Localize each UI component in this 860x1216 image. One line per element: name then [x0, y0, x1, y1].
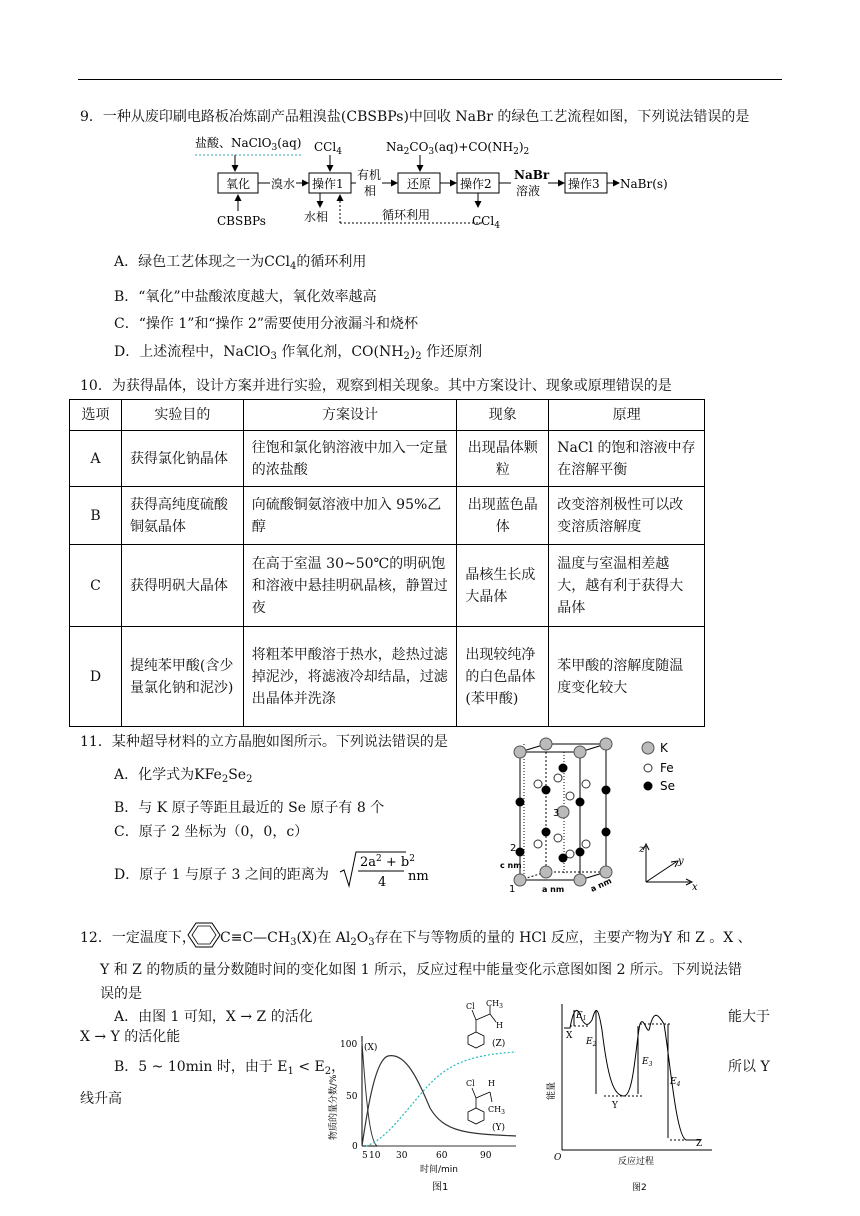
cell-option: C — [70, 545, 122, 627]
cell-principle: NaCl 的饱和溶液中存在溶解平衡 — [549, 431, 705, 487]
fig2-caption: 图2 — [632, 1183, 647, 1193]
cell-design: 将粗苯甲酸溶于热水，趁热过滤掉泥沙，将滤液冷却结晶，过滤出晶体并洗涤 — [243, 627, 457, 727]
sqrt-unit: nm — [408, 869, 429, 884]
cell-phenomenon: 出现蓝色晶体 — [457, 487, 549, 545]
q9-stem: 9．一种从废印刷电路板冶炼副产品粗溴盐(CBSBPs)中回收 NaBr 的绿色工艺流程如图，下列说法错误的是 — [80, 109, 750, 125]
fig2-xlabel: 反应过程 — [618, 1157, 655, 1167]
q12-option-b-part2: 所以 Y — [728, 1059, 770, 1075]
q12-option-b-part1: B．5 ~ 10min 时，由于 $E_1 < E_2$， — [114, 1059, 346, 1077]
fig1-cl1: Cl — [466, 1002, 475, 1011]
cell-design: 在高于室温 30~50℃的明矾饱和溶液中悬挂明矾晶核，静置过夜 — [243, 545, 457, 627]
header-purpose: 实验目的 — [121, 400, 243, 431]
fig2-label-y: Y — [612, 1101, 618, 1111]
header-design: 方案设计 — [243, 400, 457, 431]
cell-purpose: 提纯苯甲酸(含少量氯化钠和泥沙) — [121, 627, 243, 727]
fig1-ch3-1: $CH_3$ — [486, 1000, 503, 1010]
atom-label-2: 2 — [510, 843, 517, 854]
axis-y: y — [678, 856, 684, 867]
atom-label-3: 3 — [553, 808, 560, 819]
cell-design: 往饱和氯化钠溶液中加入一定量的浓盐酸 — [243, 431, 457, 487]
legend-se: Se — [660, 779, 675, 793]
q12-figure1-chart — [326, 1000, 526, 1200]
header-rule — [78, 79, 782, 80]
q12-option-a-part2: 能大于 — [728, 1009, 770, 1025]
flow-organic-a: 有机 — [357, 168, 382, 182]
q12-stem-line3: 误的是 — [100, 986, 142, 1002]
fig1-label-y: (Y) — [492, 1123, 505, 1133]
q12-option-a-part3: X → Y 的活化能 — [80, 1029, 181, 1045]
label-a-nm-1: a nm — [542, 885, 565, 894]
flow-box-reduce-label: 还原 — [407, 177, 432, 191]
cell-option: D — [70, 627, 122, 727]
fig1-label-z: (Z) — [492, 1039, 506, 1049]
table-row — [70, 545, 705, 627]
cell-purpose: 获得明矾大晶体 — [121, 545, 243, 627]
q10-table — [69, 399, 705, 727]
flow-reagent2: $Na_2CO_3(aq)+CO(NH_2)_2$ — [386, 140, 530, 157]
q11-stem: 11．某种超导材料的立方晶胞如图所示。下列说法错误的是 — [80, 734, 448, 750]
label-c-nm: c nm — [500, 861, 522, 870]
atom-label-1: 1 — [509, 884, 516, 894]
flow-nabr-a: NaBr — [514, 168, 550, 182]
fig1-xtick-10: 10 — [369, 1151, 381, 1161]
flow-ccl4-top: CCl$_4$ — [314, 140, 342, 157]
table-header-row — [70, 400, 705, 431]
fig2-e4: $E_4$ — [670, 1077, 681, 1088]
fig1-label-x: (X) — [364, 1043, 378, 1053]
flow-box-oxidize-label: 氧化 — [226, 177, 251, 191]
header-principle: 原理 — [549, 400, 705, 431]
fig2-label-z: Z — [696, 1139, 703, 1149]
fig1-xtick-90: 90 — [480, 1151, 492, 1161]
cell-principle: 苯甲酸的溶解度随温度变化较大 — [549, 627, 705, 727]
cell-purpose: 获得高纯度硫酸铜氨晶体 — [121, 487, 243, 545]
fig2-label-x: X — [566, 1031, 573, 1041]
q11-option-b: B．与 K 原子等距且最近的 Se 原子有 8 个 — [114, 800, 385, 816]
legend-fe: Fe — [660, 761, 674, 775]
flow-box-op2-label: 操作2 — [460, 177, 492, 191]
table-row — [70, 487, 705, 545]
sqrt-denominator: 4 — [378, 875, 387, 890]
fig2-e2: $E_2$ — [586, 1037, 597, 1048]
q11-crystal-figure — [500, 734, 710, 894]
flow-organic-b: 相 — [364, 184, 377, 198]
q11-option-c: C．原子 2 坐标为（0，0，c） — [114, 824, 309, 840]
flow-ccl4-bottom: CCl$_4$ — [472, 214, 500, 231]
fig2-ylabel: 能量 — [547, 1081, 557, 1100]
label-a-nm-2: a nm — [589, 876, 613, 894]
q11-option-a: A．化学式为$KFe_2Se_2$ — [114, 767, 253, 785]
header-phenomenon: 现象 — [457, 400, 549, 431]
fig1-cl2: Cl — [466, 1079, 475, 1088]
flow-water-phase: 水相 — [304, 210, 329, 224]
cell-principle: 改变溶剂极性可以改变溶质溶解度 — [549, 487, 705, 545]
fig1-caption: 图1 — [432, 1182, 449, 1193]
cell-option: A — [70, 431, 122, 487]
axis-z: z — [639, 844, 645, 855]
cell-option: B — [70, 487, 122, 545]
fig1-ch3-2: $CH_3$ — [488, 1105, 505, 1116]
q9-option-d: D．上述流程中，NaClO$_3$ 作氧化剂，$CO(NH_2)_2$ 作还原剂 — [114, 344, 483, 362]
sqrt-numerator: $2a^2 + b^2$ — [360, 854, 415, 870]
energy-profile-line — [564, 1010, 700, 1140]
cell-design: 向硫酸铜氨溶液中加入 95%乙醇 — [243, 487, 457, 545]
q12-figure2-diagram — [540, 1000, 720, 1200]
flow-bromine-water: 溴水 — [271, 177, 296, 191]
legend-k: K — [660, 741, 668, 755]
fig1-ytick-50: 50 — [346, 1092, 358, 1102]
q12-option-b-part3: 线升高 — [80, 1091, 122, 1107]
cell-phenomenon: 出现较纯净的白色晶体(苯甲酸) — [457, 627, 549, 727]
cell-purpose: 获得氯化钠晶体 — [121, 431, 243, 487]
fig2-e3: $E_3$ — [642, 1057, 653, 1068]
fig1-ytick-100: 100 — [340, 1040, 358, 1050]
table-row — [70, 627, 705, 727]
q9-flowchart — [190, 133, 680, 231]
flow-box-op1-label: 操作1 — [312, 177, 344, 191]
flow-recycle: 循环利用 — [382, 208, 431, 222]
flow-product: NaBr(s) — [620, 177, 668, 191]
fig1-ytick-0: 0 — [352, 1142, 358, 1152]
cell-phenomenon: 晶核生长成大晶体 — [457, 545, 549, 627]
q11-sqrt-expression — [338, 850, 434, 890]
q9-option-a: A．绿色工艺体现之一为CCl$_4$的循环利用 — [114, 254, 367, 272]
cell-phenomenon: 出现晶体颗粒 — [457, 431, 549, 487]
q12-option-a-part1: A．由图 1 可知，X → Z 的活化 — [114, 1009, 313, 1025]
fig1-h2: H — [488, 1079, 495, 1088]
fig1-xtick-30: 30 — [396, 1151, 408, 1161]
fig1-ylabel: 物质的量分数/% — [329, 1074, 339, 1140]
fig1-xtick-60: 60 — [436, 1151, 448, 1161]
flow-input: CBSBPs — [217, 214, 266, 228]
q9-option-c: C．“操作 1”和“操作 2”需要使用分液漏斗和烧杯 — [114, 316, 419, 332]
flow-reagent1: 盐酸、NaClO$_3$(aq) — [195, 136, 302, 153]
fig1-xlabel: 时间/min — [420, 1165, 459, 1175]
fig1-h1: H — [496, 1021, 503, 1030]
q9-option-b: B．“氧化”中盐酸浓度越大，氧化效率越高 — [114, 289, 377, 305]
cell-principle: 温度与室温相差越大，越有利于获得大晶体 — [549, 545, 705, 627]
flow-box-op3-label: 操作3 — [568, 177, 600, 191]
axis-x: x — [692, 882, 698, 893]
header-option: 选项 — [70, 400, 122, 431]
fig2-origin: O — [554, 1153, 562, 1163]
q12-stem-line2: Y 和 Z 的物质的量分数随时间的变化如图 1 所示，反应过程中能量变化示意图如图 2 所示。下列说法错 — [100, 962, 742, 978]
fig1-xtick-5: 5 — [362, 1151, 368, 1161]
fig2-e1: $E_1$ — [576, 1011, 587, 1022]
q10-stem: 10．为获得晶体，设计方案并进行实验，观察到相关现象。其中方案设计、现象或原理错误的是 — [80, 378, 672, 394]
table-row — [70, 431, 705, 487]
flow-nabr-b: 溶液 — [516, 184, 541, 198]
